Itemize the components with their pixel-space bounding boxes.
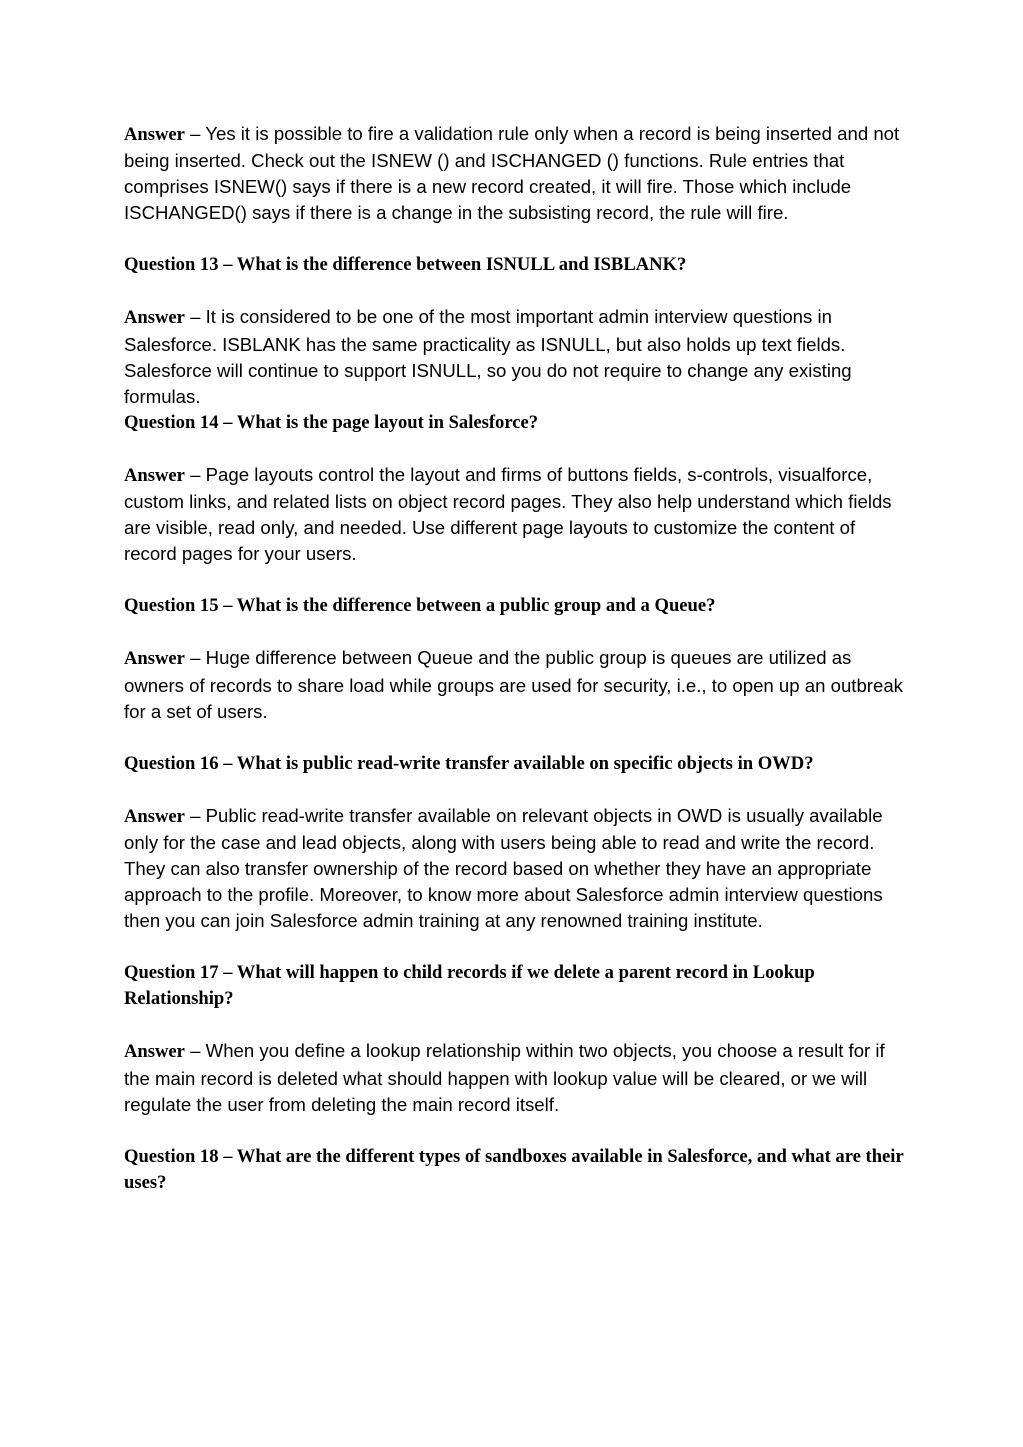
answer-separator: – [184,123,206,144]
answer-text: When you define a lookup relationship within two objects, you choose a result for if the main record is deleted what should happen with lookup value will be cleared, or we will regulate the user from deleting the main record itself. [124,1040,885,1115]
answer-text: It is considered to be one of the most important admin interview questions in Salesforce. ISBLANK has the same practicality as ISNULL, but also holds up text fields. Salesforce will continue to support ISNULL, so you do not require to change any existing formulas. [124,306,852,407]
answer-label: Answer [124,124,185,145]
answer-separator: – [184,647,206,669]
answer-13-paragraph [124,304,904,409]
answer-16-paragraph [124,803,904,934]
answer-label: Answer [124,1041,185,1063]
answer-text: Page layouts control the layout and firms of buttons fields, s-controls, visualforce, custom links, and related lists on object record pages. They also help understand which fields are visible, read only, and needed. Use different page layouts to customize the content of record pages for your users. [124,463,892,565]
answer-14-paragraph [124,462,904,567]
question-13-heading: Question 13 – What is the difference between ISNULL and ISBLANK? [124,254,687,276]
answer-12-paragraph [124,121,904,226]
answer-text: Huge difference between Queue and the public group is queues are utilized as owners of records to share load while groups are used for security, i.e., to open up an outbreak for a set of users. [124,647,903,722]
question-16-heading: Question 16 – What is public read-write transfer available on specific objects in OWD? [124,752,814,774]
answer-label: Answer [124,648,185,670]
answer-separator: – [184,804,206,826]
answer-17-paragraph [124,1038,904,1117]
answer-separator: – [184,463,206,485]
answer-label: Answer [124,805,185,827]
answer-separator: – [184,1040,206,1062]
answer-label: Answer [124,464,185,486]
question-17-heading: Question 17 – What will happen to child records if we delete a parent record in Lookup Relationship? [124,962,815,1010]
answer-text: Yes it is possible to fire a validation rule only when a record is being inserted and not being inserted. Check out the ISNEW () and ISCHANGED () functions. Rule entries that comprises ISNEW() says if there is a new record created, it will fire. Those which include ISCHANGED() says if there is a change in the subsisting record, the rule will fire. [124,123,900,224]
answer-15-paragraph [124,645,904,724]
question-15-heading: Question 15 – What is the difference between a public group and a Queue? [124,595,716,617]
answer-separator: – [184,306,206,328]
question-18-heading: Question 18 – What are the different types of sandboxes available in Salesforce, and what are their uses? [124,1145,904,1193]
answer-label: Answer [124,307,185,329]
document-page [124,121,904,1222]
question-14-heading: Question 14 – What is the page layout in Salesforce? [124,411,539,433]
answer-text: Public read-write transfer available on relevant objects in OWD is usually available only for the case and lead objects, along with users being able to read and write the record. They can also transfer ownership of the record based on whether they have an appropriate approach to the profile. Moreover, to know more about Salesforce admin interview questions then you can join Salesforce admin training at any renowned training institute. [124,804,883,932]
